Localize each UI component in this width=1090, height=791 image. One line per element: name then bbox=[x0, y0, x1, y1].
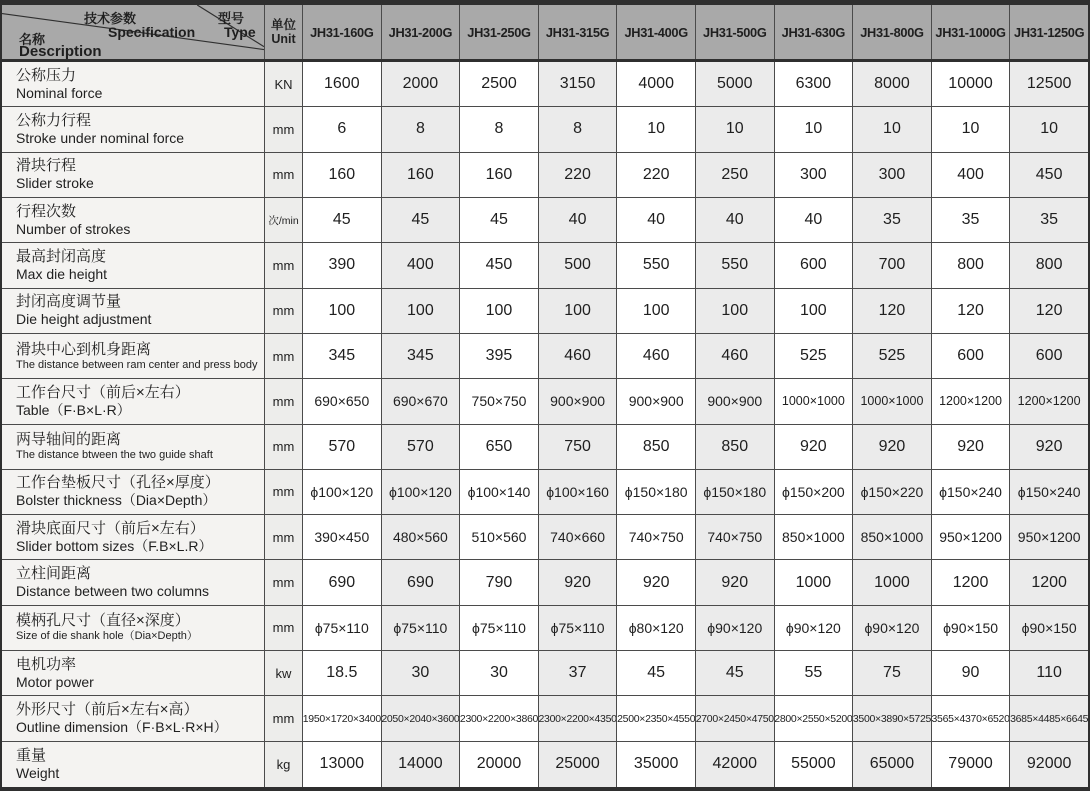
row-label-en: Outline dimension（F·B×L·R×H） bbox=[16, 719, 228, 736]
value-cell: 850×1000 bbox=[853, 515, 932, 560]
row-label-en: Number of strokes bbox=[16, 220, 131, 237]
unit-cell: mm bbox=[265, 153, 303, 198]
value-cell: 920 bbox=[853, 425, 932, 470]
value-cell: 8 bbox=[539, 107, 618, 152]
value-cell: 100 bbox=[460, 289, 539, 334]
unit-cell: mm bbox=[265, 515, 303, 560]
type-label-en: Type bbox=[224, 24, 256, 40]
table-row bbox=[2, 334, 1088, 379]
value-cell: 6300 bbox=[775, 62, 854, 107]
row-label-cn: 两导轴间的距离 bbox=[16, 431, 122, 449]
table-row bbox=[2, 742, 1088, 787]
column-header-jh31-200g: JH31-200G bbox=[382, 5, 461, 59]
value-cell: 160 bbox=[303, 153, 382, 198]
value-cell: 460 bbox=[696, 334, 775, 379]
row-label bbox=[2, 515, 265, 560]
row-label bbox=[2, 334, 265, 379]
value-cell: 600 bbox=[1010, 334, 1088, 379]
value-cell: 460 bbox=[539, 334, 618, 379]
row-label-en: Stroke under nominal force bbox=[16, 129, 185, 146]
row-label bbox=[2, 198, 265, 243]
value-cell: 120 bbox=[932, 289, 1011, 334]
value-cell: 850 bbox=[617, 425, 696, 470]
value-cell: 18.5 bbox=[303, 651, 382, 696]
value-cell: 20000 bbox=[460, 742, 539, 787]
row-label-en: Size of die shank hole（Dia×Depth） bbox=[16, 630, 198, 643]
value-cell: 525 bbox=[775, 334, 854, 379]
value-cell: 570 bbox=[303, 425, 382, 470]
value-cell: 220 bbox=[617, 153, 696, 198]
value-cell: 5000 bbox=[696, 62, 775, 107]
value-cell: 650 bbox=[460, 425, 539, 470]
value-cell: 2500 bbox=[460, 62, 539, 107]
value-cell: 920 bbox=[696, 560, 775, 605]
value-cell: 390 bbox=[303, 243, 382, 288]
value-cell: 250 bbox=[696, 153, 775, 198]
value-cell: 35 bbox=[932, 198, 1011, 243]
value-cell: 160 bbox=[382, 153, 461, 198]
row-label-cn: 立柱间距离 bbox=[16, 565, 92, 583]
column-header-jh31-250g: JH31-250G bbox=[460, 5, 539, 59]
value-cell: ϕ75×110 bbox=[539, 606, 618, 651]
table-row bbox=[2, 379, 1088, 424]
row-label-en: Die height adjustment bbox=[16, 311, 152, 328]
value-cell: 400 bbox=[932, 153, 1011, 198]
value-cell: 1000 bbox=[775, 560, 854, 605]
unit-cell: KN bbox=[265, 62, 303, 107]
value-cell: 10000 bbox=[932, 62, 1011, 107]
column-header-jh31-1000g: JH31-1000G bbox=[932, 5, 1011, 59]
row-label bbox=[2, 696, 265, 741]
value-cell: 800 bbox=[932, 243, 1011, 288]
row-label-cn: 滑块底面尺寸（前后×左右） bbox=[16, 519, 205, 537]
table-row bbox=[2, 560, 1088, 605]
value-cell: 10 bbox=[696, 107, 775, 152]
column-header-jh31-500g: JH31-500G bbox=[696, 5, 775, 59]
row-label bbox=[2, 606, 265, 651]
value-cell: 42000 bbox=[696, 742, 775, 787]
value-cell: ϕ90×120 bbox=[775, 606, 854, 651]
table-row bbox=[2, 696, 1088, 741]
value-cell: 75 bbox=[853, 651, 932, 696]
value-cell: 1200 bbox=[1010, 560, 1088, 605]
row-label bbox=[2, 107, 265, 152]
value-cell: 2050×2040×3600 bbox=[382, 696, 461, 741]
value-cell: 920 bbox=[539, 560, 618, 605]
value-cell: 690 bbox=[303, 560, 382, 605]
value-cell: 100 bbox=[617, 289, 696, 334]
value-cell: ϕ100×120 bbox=[303, 470, 382, 515]
value-cell: 950×1200 bbox=[1010, 515, 1088, 560]
value-cell: 14000 bbox=[382, 742, 461, 787]
value-cell: 220 bbox=[539, 153, 618, 198]
unit-column-header bbox=[265, 5, 303, 59]
value-cell: 345 bbox=[303, 334, 382, 379]
value-cell: 2700×2450×4750 bbox=[696, 696, 775, 741]
value-cell: 345 bbox=[382, 334, 461, 379]
value-cell: ϕ150×200 bbox=[775, 470, 854, 515]
value-cell: ϕ90×120 bbox=[853, 606, 932, 651]
value-cell: 510×560 bbox=[460, 515, 539, 560]
value-cell: 1950×1720×3400 bbox=[303, 696, 382, 741]
table-row bbox=[2, 198, 1088, 243]
column-header-jh31-800g: JH31-800G bbox=[853, 5, 932, 59]
value-cell: 900×900 bbox=[539, 379, 618, 424]
value-cell: ϕ75×110 bbox=[303, 606, 382, 651]
column-header-jh31-400g: JH31-400G bbox=[617, 5, 696, 59]
value-cell: ϕ150×180 bbox=[696, 470, 775, 515]
row-label-cn: 公称力行程 bbox=[16, 111, 92, 129]
value-cell: 40 bbox=[539, 198, 618, 243]
column-header-jh31-315g: JH31-315G bbox=[539, 5, 618, 59]
unit-cell: mm bbox=[265, 289, 303, 334]
value-cell: 3565×4370×6520 bbox=[932, 696, 1011, 741]
row-label-cn: 重量 bbox=[16, 746, 47, 764]
value-cell: 525 bbox=[853, 334, 932, 379]
row-label bbox=[2, 153, 265, 198]
value-cell: 750×750 bbox=[460, 379, 539, 424]
value-cell: 740×750 bbox=[696, 515, 775, 560]
row-label-en: Nominal force bbox=[16, 84, 103, 101]
value-cell: 850 bbox=[696, 425, 775, 470]
row-label-cn: 工作台尺寸（前后×左右） bbox=[16, 383, 190, 401]
table-row bbox=[2, 606, 1088, 651]
value-cell: 950×1200 bbox=[932, 515, 1011, 560]
row-label bbox=[2, 289, 265, 334]
value-cell: 45 bbox=[617, 651, 696, 696]
table-row bbox=[2, 289, 1088, 334]
unit-header-en: Unit bbox=[271, 32, 296, 46]
value-cell: 740×750 bbox=[617, 515, 696, 560]
value-cell: 690×670 bbox=[382, 379, 461, 424]
value-cell: 8000 bbox=[853, 62, 932, 107]
unit-cell: mm bbox=[265, 696, 303, 741]
value-cell: 10 bbox=[617, 107, 696, 152]
table-row bbox=[2, 515, 1088, 560]
value-cell: 460 bbox=[617, 334, 696, 379]
row-label bbox=[2, 62, 265, 107]
value-cell: 2500×2350×4550 bbox=[617, 696, 696, 741]
value-cell: 120 bbox=[853, 289, 932, 334]
value-cell: 2300×2200×3860 bbox=[460, 696, 539, 741]
value-cell: ϕ100×160 bbox=[539, 470, 618, 515]
value-cell: 750 bbox=[539, 425, 618, 470]
row-label bbox=[2, 470, 265, 515]
value-cell: 10 bbox=[1010, 107, 1088, 152]
row-label bbox=[2, 425, 265, 470]
unit-cell: 次/min bbox=[265, 198, 303, 243]
value-cell: 920 bbox=[1010, 425, 1088, 470]
row-label-cn: 电机功率 bbox=[16, 655, 77, 673]
value-cell: 900×900 bbox=[617, 379, 696, 424]
value-cell: 35000 bbox=[617, 742, 696, 787]
value-cell: 45 bbox=[696, 651, 775, 696]
row-label-en: Weight bbox=[16, 764, 60, 781]
value-cell: ϕ150×220 bbox=[853, 470, 932, 515]
unit-cell: mm bbox=[265, 560, 303, 605]
unit-cell: mm bbox=[265, 606, 303, 651]
value-cell: 30 bbox=[382, 651, 461, 696]
table-row bbox=[2, 651, 1088, 696]
row-label-cn: 最高封闭高度 bbox=[16, 247, 107, 265]
value-cell: 1000×1000 bbox=[853, 379, 932, 424]
value-cell: 100 bbox=[775, 289, 854, 334]
value-cell: ϕ75×110 bbox=[460, 606, 539, 651]
value-cell: 100 bbox=[382, 289, 461, 334]
value-cell: 1200×1200 bbox=[1010, 379, 1088, 424]
value-cell: 6 bbox=[303, 107, 382, 152]
table-row bbox=[2, 243, 1088, 288]
value-cell: 3150 bbox=[539, 62, 618, 107]
value-cell: 92000 bbox=[1010, 742, 1088, 787]
value-cell: 13000 bbox=[303, 742, 382, 787]
value-cell: 920 bbox=[775, 425, 854, 470]
value-cell: 480×560 bbox=[382, 515, 461, 560]
value-cell: 25000 bbox=[539, 742, 618, 787]
row-label-cn: 行程次数 bbox=[16, 202, 77, 220]
value-cell: 40 bbox=[775, 198, 854, 243]
row-label bbox=[2, 742, 265, 787]
value-cell: 10 bbox=[932, 107, 1011, 152]
table-header bbox=[2, 5, 1088, 62]
column-header-jh31-630g: JH31-630G bbox=[775, 5, 854, 59]
value-cell: 55 bbox=[775, 651, 854, 696]
row-label-cn: 滑块行程 bbox=[16, 157, 77, 175]
value-cell: 920 bbox=[932, 425, 1011, 470]
value-cell: 600 bbox=[932, 334, 1011, 379]
value-cell: 850×1000 bbox=[775, 515, 854, 560]
row-label-en: The distance btween the two guide shaft bbox=[16, 449, 213, 462]
value-cell: 100 bbox=[696, 289, 775, 334]
row-label-cn: 模柄孔尺寸（直径×深度） bbox=[16, 612, 190, 630]
value-cell: 10 bbox=[853, 107, 932, 152]
value-cell: ϕ100×120 bbox=[382, 470, 461, 515]
unit-cell: mm bbox=[265, 107, 303, 152]
value-cell: ϕ80×120 bbox=[617, 606, 696, 651]
spec-label-cn: 技术参数 bbox=[84, 11, 137, 26]
row-label bbox=[2, 651, 265, 696]
value-cell: 1000×1000 bbox=[775, 379, 854, 424]
value-cell: ϕ100×140 bbox=[460, 470, 539, 515]
value-cell: 690 bbox=[382, 560, 461, 605]
value-cell: 450 bbox=[1010, 153, 1088, 198]
value-cell: 395 bbox=[460, 334, 539, 379]
value-cell: 100 bbox=[303, 289, 382, 334]
table-row bbox=[2, 153, 1088, 198]
row-label-en: Distance between two columns bbox=[16, 583, 209, 600]
unit-header-cn: 单位 bbox=[270, 18, 296, 32]
value-cell: 1200 bbox=[932, 560, 1011, 605]
table-row bbox=[2, 107, 1088, 152]
unit-cell: mm bbox=[265, 470, 303, 515]
value-cell: 2800×2550×5200 bbox=[775, 696, 854, 741]
value-cell: 90 bbox=[932, 651, 1011, 696]
name-label-en: Description bbox=[19, 43, 102, 59]
spec-label-en: Specification bbox=[108, 24, 196, 40]
row-label-en: Bolster thickness（Dia×Depth） bbox=[16, 492, 217, 509]
value-cell: 40 bbox=[617, 198, 696, 243]
value-cell: 790 bbox=[460, 560, 539, 605]
value-cell: 35 bbox=[853, 198, 932, 243]
value-cell: 1200×1200 bbox=[932, 379, 1011, 424]
value-cell: 160 bbox=[460, 153, 539, 198]
value-cell: 740×660 bbox=[539, 515, 618, 560]
corner-header-cell bbox=[2, 5, 265, 59]
value-cell: 600 bbox=[775, 243, 854, 288]
table-row bbox=[2, 425, 1088, 470]
column-header-jh31-1250g: JH31-1250G bbox=[1014, 24, 1085, 40]
value-cell: 390×450 bbox=[303, 515, 382, 560]
value-cell: 1000 bbox=[853, 560, 932, 605]
value-cell: 920 bbox=[617, 560, 696, 605]
value-cell: 45 bbox=[303, 198, 382, 243]
value-cell: 100 bbox=[539, 289, 618, 334]
row-label-cn: 外形尺寸（前后×左右×高） bbox=[16, 701, 199, 719]
row-label-en: Slider bottom sizes（F.B×L.R） bbox=[16, 537, 213, 554]
value-cell: 35 bbox=[1010, 198, 1088, 243]
value-cell: ϕ150×180 bbox=[617, 470, 696, 515]
row-label-cn: 封闭高度调节量 bbox=[16, 293, 122, 311]
table-row bbox=[2, 62, 1088, 107]
value-cell: 1600 bbox=[303, 62, 382, 107]
value-cell: 45 bbox=[382, 198, 461, 243]
value-cell: 2000 bbox=[382, 62, 461, 107]
value-cell: 500 bbox=[539, 243, 618, 288]
value-cell: 8 bbox=[460, 107, 539, 152]
value-cell: 45 bbox=[460, 198, 539, 243]
value-cell: ϕ90×150 bbox=[1010, 606, 1088, 651]
unit-cell: mm bbox=[265, 243, 303, 288]
value-cell: 2300×2200×4350 bbox=[539, 696, 618, 741]
value-cell: ϕ75×110 bbox=[382, 606, 461, 651]
value-cell: ϕ150×240 bbox=[1010, 470, 1088, 515]
value-cell: 550 bbox=[617, 243, 696, 288]
row-label bbox=[2, 243, 265, 288]
value-cell: 65000 bbox=[853, 742, 932, 787]
value-cell: 4000 bbox=[617, 62, 696, 107]
value-cell: 700 bbox=[853, 243, 932, 288]
row-label bbox=[2, 560, 265, 605]
table-body bbox=[2, 62, 1088, 787]
value-cell: 3500×3890×5725 bbox=[853, 696, 932, 741]
value-cell: 550 bbox=[696, 243, 775, 288]
value-cell: 900×900 bbox=[696, 379, 775, 424]
table-row bbox=[2, 470, 1088, 515]
row-label-en: Max die height bbox=[16, 265, 108, 282]
value-cell: 55000 bbox=[775, 742, 854, 787]
row-label-en: Table（F·B×L·R） bbox=[16, 401, 131, 418]
value-cell: 800 bbox=[1010, 243, 1088, 288]
row-label-cn: 公称压力 bbox=[16, 66, 77, 84]
column-header-jh31-160g: JH31-160G bbox=[303, 5, 382, 59]
value-cell: 300 bbox=[775, 153, 854, 198]
value-cell: 400 bbox=[382, 243, 461, 288]
row-label-en: Motor power bbox=[16, 673, 94, 690]
value-cell: 300 bbox=[853, 153, 932, 198]
value-cell: 3685×4485×6645 bbox=[1010, 696, 1088, 741]
unit-cell: mm bbox=[265, 379, 303, 424]
value-cell: 120 bbox=[1010, 289, 1088, 334]
row-label-en: Slider stroke bbox=[16, 175, 94, 192]
value-cell: 110 bbox=[1010, 651, 1088, 696]
value-cell: 40 bbox=[696, 198, 775, 243]
value-cell: 450 bbox=[460, 243, 539, 288]
name-label-cn: 名称 bbox=[19, 32, 46, 47]
value-cell: 12500 bbox=[1010, 62, 1088, 107]
value-cell: 10 bbox=[775, 107, 854, 152]
unit-cell: kw bbox=[265, 651, 303, 696]
value-cell: 37 bbox=[539, 651, 618, 696]
value-cell: 30 bbox=[460, 651, 539, 696]
row-label-cn: 工作台垫板尺寸（孔径×厚度） bbox=[16, 474, 220, 492]
unit-cell: mm bbox=[265, 334, 303, 379]
value-cell: ϕ150×240 bbox=[932, 470, 1011, 515]
row-label-cn: 滑块中心到机身距离 bbox=[16, 340, 152, 358]
unit-cell: kg bbox=[265, 742, 303, 787]
row-label bbox=[2, 379, 265, 424]
value-cell: 8 bbox=[382, 107, 461, 152]
value-cell: ϕ90×150 bbox=[932, 606, 1011, 651]
value-cell: 570 bbox=[382, 425, 461, 470]
type-label-cn: 型号 bbox=[218, 11, 245, 26]
unit-cell: mm bbox=[265, 425, 303, 470]
value-cell: ϕ90×120 bbox=[696, 606, 775, 651]
value-cell: 79000 bbox=[932, 742, 1011, 787]
row-label-en: The distance between ram center and press body bbox=[16, 358, 258, 371]
value-cell: 690×650 bbox=[303, 379, 382, 424]
